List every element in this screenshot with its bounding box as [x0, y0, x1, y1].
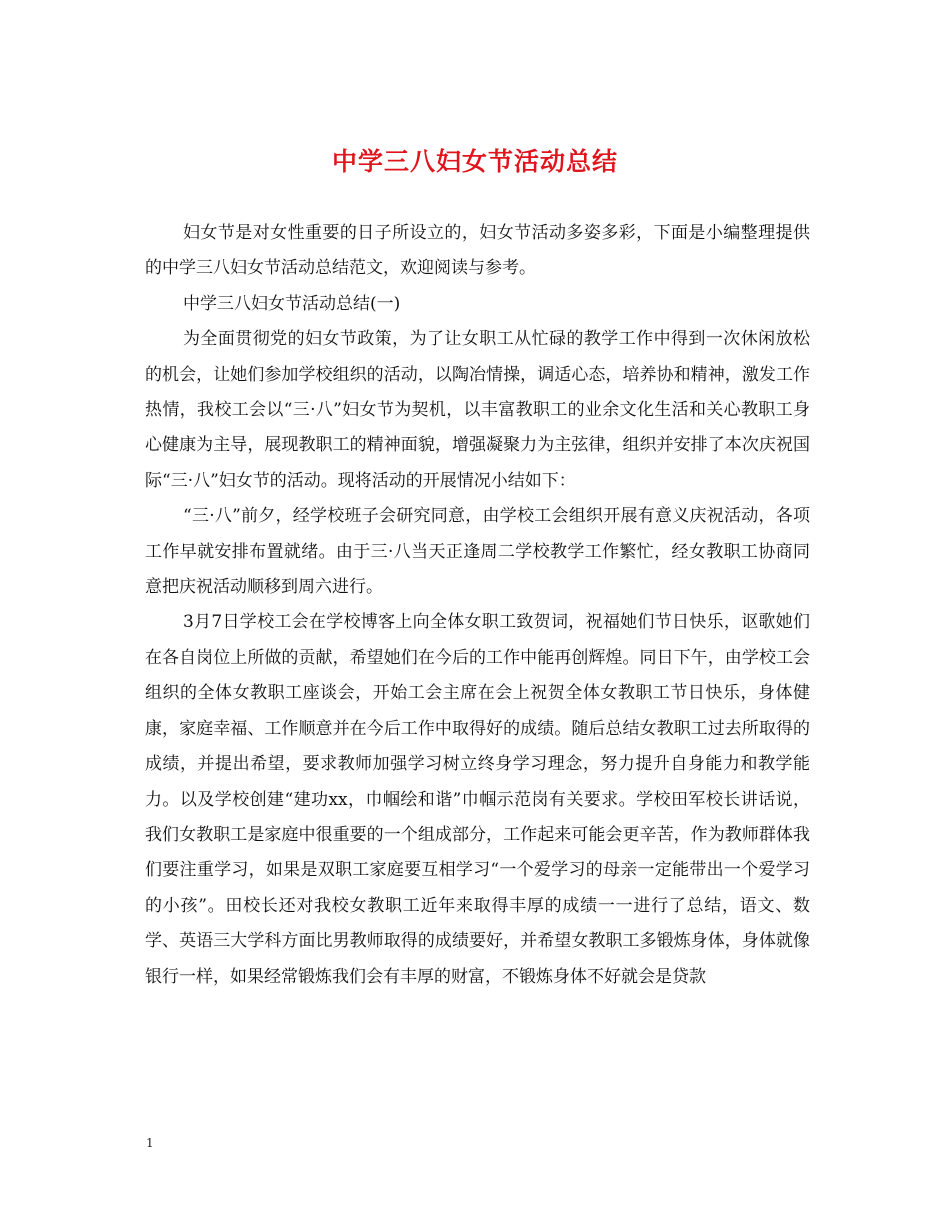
- intro-paragraph: 妇女节是对女性重要的日子所设立的，妇女节活动多姿多彩，下面是小编整理提供的中学三八妇女节活动总结范文，欢迎阅读与参考。: [145, 223, 810, 279]
- section-heading: 中学三八妇女节活动总结(一): [183, 293, 401, 314]
- body-paragraph: 为全面贯彻党的妇女节政策，为了让女职工从忙碌的教学工作中得到一次休闲放松的机会，让她们参加学校组织的活动，以陶冶情操，调适心态，培养协和精神，激发工作热情，我校工会以“三·八”妇女节为契机，以丰富教职工的业余文化生活和关心教职工身心健康为主导，展现教职工的精神面貌，增强凝聚力为主弦律，组织并安排了本次庆祝国际“三·八”妇女节的活动。现将活动的开展情况小结如下：: [145, 329, 810, 491]
- body-paragraph: “三·八”前夕，经学校班子会研究同意，由学校工会组织开展有意义庆祝活动，各项工作早就安排布置就绪。由于三·八当天正逢周二学校教学工作繁忙，经女教职工协商同意把庆祝活动顺移到周六进行。: [145, 506, 810, 598]
- body-paragraph: 3月7日学校工会在学校博客上向全体女职工致贺词，祝福她们节日快乐，讴歌她们在各自岗位上所做的贡献，希望她们在今后的工作中能再创辉煌。同日下午，由学校工会组织的全体女教职工座谈会，开始工会主席在会上祝贺全体女教职工节日快乐，身体健康，家庭幸福、工作顺意并在今后工作中取得好的成绩。随后总结女教职工过去所取得的成绩，并提出希望，要求教师加强学习树立终身学习理念，努力提升自身能力和教学能力。以及学校创建“建功xx，巾帼绘和谐”巾帼示范岗有关要求。学校田军校长讲话说，我们女教职工是家庭中很重要的一个组成部分，工作起来可能会更辛苦，作为教师群体我们要注重学习，如果是双职工家庭要互相学习“一个爱学习的母亲一定能带出一个爱学习的小孩”。田校长还对我校女教职工近年来取得丰厚的成绩一一进行了总结，语文、数学、英语三大学科方面比男教师取得的成绩要好，并希望女教职工多锻炼身体，身体就像银行一样，如果经常锻炼我们会有丰厚的财富，不锻炼身体不好就会是贷款: [145, 612, 810, 987]
- document-body: [145, 216, 810, 995]
- page-number: 1: [146, 1136, 154, 1150]
- document-title: 中学三八妇女节活动总结: [331, 147, 618, 176]
